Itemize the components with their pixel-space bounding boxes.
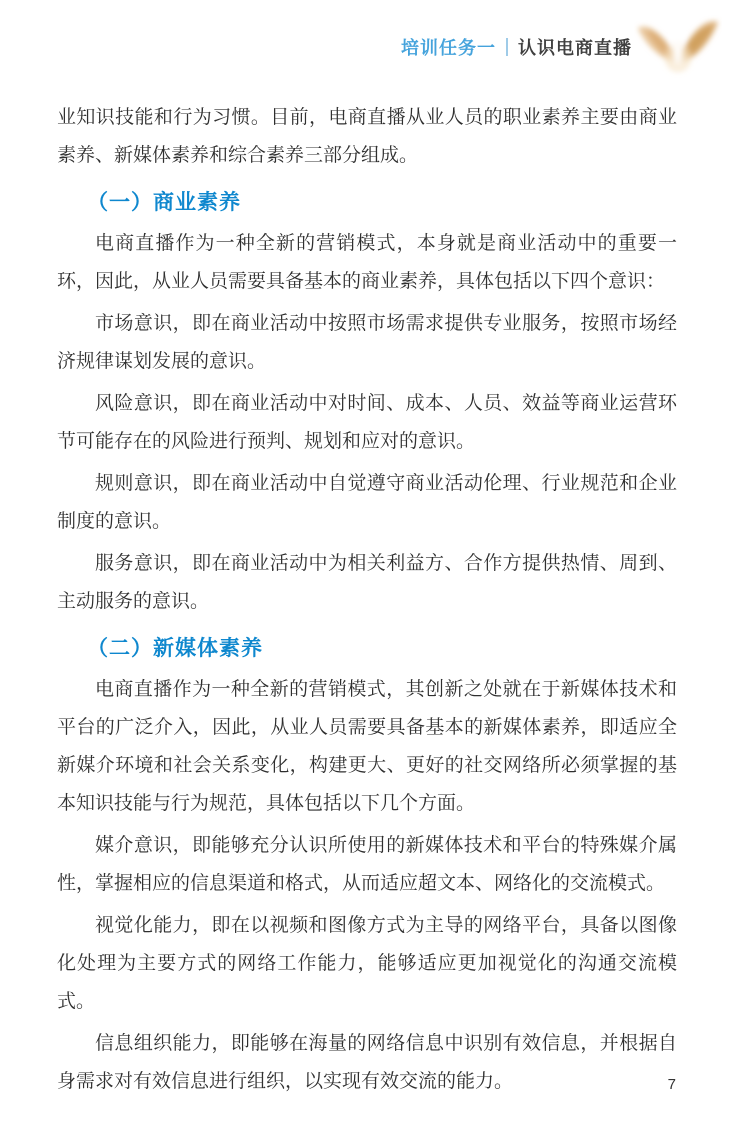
paragraph: 信息组织能力，即能够在海量的网络信息中识别有效信息，并根据自身需求对有效信息进行组织，以实现有效交流的能力。	[57, 1033, 677, 1092]
document-body	[57, 99, 677, 1105]
paragraph: 媒介意识，即能够充分认识所使用的新媒体技术和平台的特殊媒介属性，掌握相应的信息渠道和格式，从而适应超文本、网络化的交流模式。	[57, 835, 677, 894]
butterfly-glow-icon	[634, 12, 722, 80]
page-number: 7	[667, 1076, 676, 1093]
paragraph: 风险意识，即在商业活动中对时间、成本、人员、效益等商业运营环节可能存在的风险进行预判、规划和应对的意识。	[57, 393, 677, 452]
header-task-label: 培训任务一	[401, 38, 496, 58]
header-chapter-title: 认识电商直播	[518, 38, 632, 58]
paragraph: 市场意识，即在商业活动中按照市场需求提供专业服务，按照市场经济规律谋划发展的意识。	[57, 313, 677, 372]
section-heading-new-media: （二）新媒体素养	[87, 637, 263, 660]
paragraph: 电商直播作为一种全新的营销模式，本身就是商业活动中的重要一环，因此，从业人员需要具备基本的商业素养，具体包括以下四个意识：	[57, 233, 677, 292]
section-heading-business: （一）商业素养	[87, 191, 241, 214]
paragraph: 服务意识，即在商业活动中为相关利益方、合作方提供热情、周到、主动服务的意识。	[57, 553, 677, 612]
header-divider	[506, 38, 508, 56]
paragraph: 规则意识，即在商业活动中自觉遵守商业活动伦理、行业规范和企业制度的意识。	[57, 473, 677, 532]
paragraph: 视觉化能力，即在以视频和图像方式为主导的网络平台，具备以图像化处理为主要方式的网络工作能力，能够适应更加视觉化的沟通交流模式。	[57, 915, 677, 1012]
page-header	[401, 34, 632, 60]
intro-paragraph: 业知识技能和行为习惯。目前，电商直播从业人员的职业素养主要由商业素养、新媒体素养和综合素养三部分组成。	[57, 107, 677, 166]
paragraph: 电商直播作为一种全新的营销模式，其创新之处就在于新媒体技术和平台的广泛介入，因此，从业人员需要具备基本的新媒体素养，即适应全新媒介环境和社会关系变化，构建更大、更好的社交网络所必须掌握的基本知识技能与行为规范，具体包括以下几个方面。	[57, 679, 677, 814]
